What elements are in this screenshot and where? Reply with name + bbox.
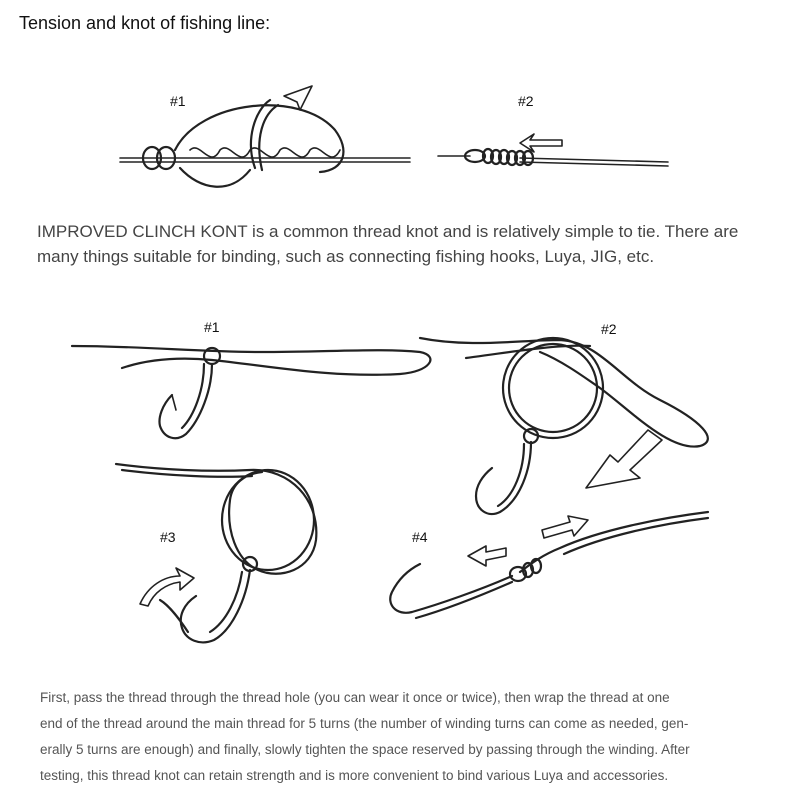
bottom-step4-drawing <box>390 512 708 618</box>
top-step2-drawing <box>438 93 668 166</box>
bottom-step1-drawing <box>72 319 430 438</box>
top-step1-drawing <box>120 86 410 187</box>
description-paragraph <box>40 685 740 789</box>
bottom-step3-drawing <box>116 464 316 642</box>
bottom-step4-left-arrow-icon <box>468 546 506 566</box>
description-line: erally 5 turns are enough) and finally, slowly tighten the space reserved by passing through the winding. After <box>40 742 690 757</box>
bottom-step2-arrow-icon <box>586 430 662 488</box>
bottom-step3-label: #3 <box>160 529 176 545</box>
intro-paragraph: IMPROVED CLINCH KONT is a common thread knot and is relatively simple to tie. There are many things suitable for binding, such as connecting fishing hooks, Luya, JIG, etc. <box>37 222 739 266</box>
bottom-step2-label: #2 <box>601 321 617 337</box>
top-step1-label: #1 <box>170 93 186 109</box>
bottom-step1-label: #1 <box>204 319 220 335</box>
bottom-step2-drawing <box>420 321 708 514</box>
bottom-step4-label: #4 <box>412 529 428 545</box>
description-line: end of the thread around the main thread for 5 turns (the number of winding turns can come as needed, gen- <box>40 716 689 731</box>
bottom-step4-right-arrow-icon <box>542 516 588 538</box>
page-title: Tension and knot of fishing line: <box>19 13 271 33</box>
bottom-step3-arrow-icon <box>140 568 194 606</box>
description-line: First, pass the thread through the thread hole (you can wear it once or twice), then wrap the thread at one <box>40 690 670 705</box>
description-line: testing, this thread knot can retain strength and is more convenient to bind various Luya and accessories. <box>40 768 669 783</box>
top-step2-label: #2 <box>518 93 534 109</box>
top-step2-arrow-icon <box>520 134 562 152</box>
